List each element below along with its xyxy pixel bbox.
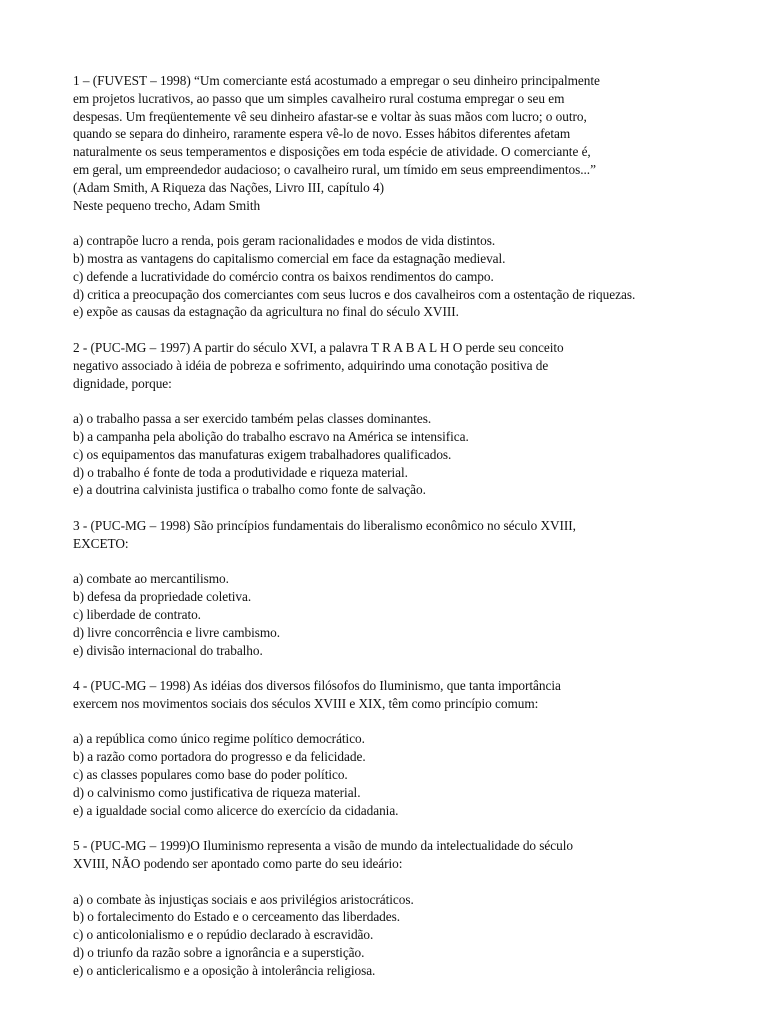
- answer-options: [73, 730, 713, 819]
- question-2: [73, 339, 713, 499]
- stem-line: exercem nos movimentos sociais dos séculos XVIII e XIX, têm como princípio comum:: [73, 695, 539, 711]
- stem-line: quando se separa do dinheiro, raramente espera vê-lo de novo. Esses hábitos diferentes afetam: [73, 126, 571, 142]
- answer-option-a: a) a república como único regime político democrático.: [73, 731, 365, 747]
- spacer: [73, 499, 713, 517]
- answer-option-d: d) o triunfo da razão sobre a ignorância e a superstição.: [73, 945, 365, 961]
- answer-option-c: c) liberdade de contrato.: [73, 606, 201, 622]
- answer-options: [73, 232, 713, 321]
- stem-line: em geral, um empreendedor audacioso; o cavalheiro rural, um tímido em seus empreendimentos...”: [73, 161, 596, 177]
- answer-option-c: c) as classes populares como base do poder político.: [73, 767, 348, 783]
- spacer: [73, 321, 713, 339]
- answer-option-a: a) o trabalho passa a ser exercido também pelas classes dominantes.: [73, 411, 432, 427]
- question-stem: [73, 72, 713, 214]
- stem-line: 4 - (PUC-MG – 1998) As idéias dos diversos filósofos do Iluminismo, que tanta importância: [73, 678, 561, 694]
- answer-option-e: e) divisão internacional do trabalho.: [73, 642, 263, 658]
- answer-option-d: d) critica a preocupação dos comerciantes com seus lucros e dos cavalheiros com a ostentação de riquezas.: [73, 286, 636, 302]
- question-stem: [73, 517, 713, 553]
- question-stem: [73, 677, 713, 713]
- answer-option-b: b) o fortalecimento do Estado e o cerceamento das liberdades.: [73, 909, 401, 925]
- answer-option-b: b) a razão como portadora do progresso e da felicidade.: [73, 749, 366, 765]
- question-4: [73, 677, 713, 819]
- answer-option-e: e) a doutrina calvinista justifica o trabalho como fonte de salvação.: [73, 482, 426, 498]
- answer-options: [73, 410, 713, 499]
- answer-options: [73, 570, 713, 659]
- answer-option-a: a) contrapõe lucro a renda, pois geram racionalidades e modos de vida distintos.: [73, 233, 496, 249]
- answer-option-b: b) a campanha pela abolição do trabalho escravo na América se intensifica.: [73, 428, 469, 444]
- answer-option-c: c) o anticolonialismo e o repúdio declarado à escravidão.: [73, 927, 374, 943]
- answer-option-a: a) combate ao mercantilismo.: [73, 571, 229, 587]
- spacer: [73, 819, 713, 837]
- stem-line: Neste pequeno trecho, Adam Smith: [73, 197, 261, 213]
- stem-line: 3 - (PUC-MG – 1998) São princípios fundamentais do liberalismo econômico no século XVIII,: [73, 517, 576, 533]
- document-page: [73, 72, 713, 980]
- stem-line: naturalmente os seus temperamentos e disposições em toda espécie de atividade. O comerciante é,: [73, 144, 591, 160]
- stem-line: 1 – (FUVEST – 1998) “Um comerciante está acostumado a empregar o seu dinheiro principalmente: [73, 73, 600, 88]
- answer-option-d: d) livre concorrência e livre cambismo.: [73, 624, 281, 640]
- citation-line: (Adam Smith, A Riqueza das Nações, Livro III, capítulo 4): [73, 179, 385, 195]
- answer-options: [73, 891, 713, 980]
- question-3: [73, 517, 713, 659]
- answer-option-e: e) a igualdade social como alicerce do exercício da cidadania.: [73, 802, 399, 818]
- stem-line: despesas. Um freqüentemente vê seu dinheiro afastar-se e voltar às suas mãos com lucro; o outro,: [73, 108, 587, 124]
- question-stem: [73, 837, 713, 873]
- stem-line: dignidade, porque:: [73, 375, 172, 391]
- stem-line: XVIII, NÃO podendo ser apontado como parte do seu ideário:: [73, 856, 403, 872]
- question-stem: [73, 339, 713, 392]
- answer-option-c: c) os equipamentos das manufaturas exigem trabalhadores qualificados.: [73, 446, 452, 462]
- stem-line: em projetos lucrativos, ao passo que um simples cavalheiro rural costuma empregar o seu em: [73, 90, 565, 106]
- stem-line: 5 - (PUC-MG – 1999)O Iluminismo representa a visão de mundo da intelectualidade do século: [73, 838, 573, 854]
- answer-option-b: b) mostra as vantagens do capitalismo comercial em face da estagnação medieval.: [73, 250, 506, 266]
- spacer: [73, 659, 713, 677]
- stem-line: 2 - (PUC-MG – 1997) A partir do século XVI, a palavra T R A B A L H O perde seu conceito: [73, 339, 564, 355]
- answer-option-b: b) defesa da propriedade coletiva.: [73, 589, 252, 605]
- stem-line: EXCETO:: [73, 535, 129, 551]
- answer-option-c: c) defende a lucratividade do comércio contra os baixos rendimentos do campo.: [73, 268, 494, 284]
- answer-option-e: e) o anticlericalismo e a oposição à intolerância religiosa.: [73, 962, 376, 978]
- answer-option-d: d) o calvinismo como justificativa de riqueza material.: [73, 784, 361, 800]
- answer-option-d: d) o trabalho é fonte de toda a produtividade e riqueza material.: [73, 464, 408, 480]
- answer-option-a: a) o combate às injustiças sociais e aos privilégios aristocráticos.: [73, 891, 414, 907]
- question-1: [73, 72, 713, 321]
- question-5: [73, 837, 713, 979]
- stem-line: negativo associado à idéia de pobreza e sofrimento, adquirindo uma conotação positiva de: [73, 357, 549, 373]
- answer-option-e: e) expõe as causas da estagnação da agricultura no final do século XVIII.: [73, 304, 459, 320]
